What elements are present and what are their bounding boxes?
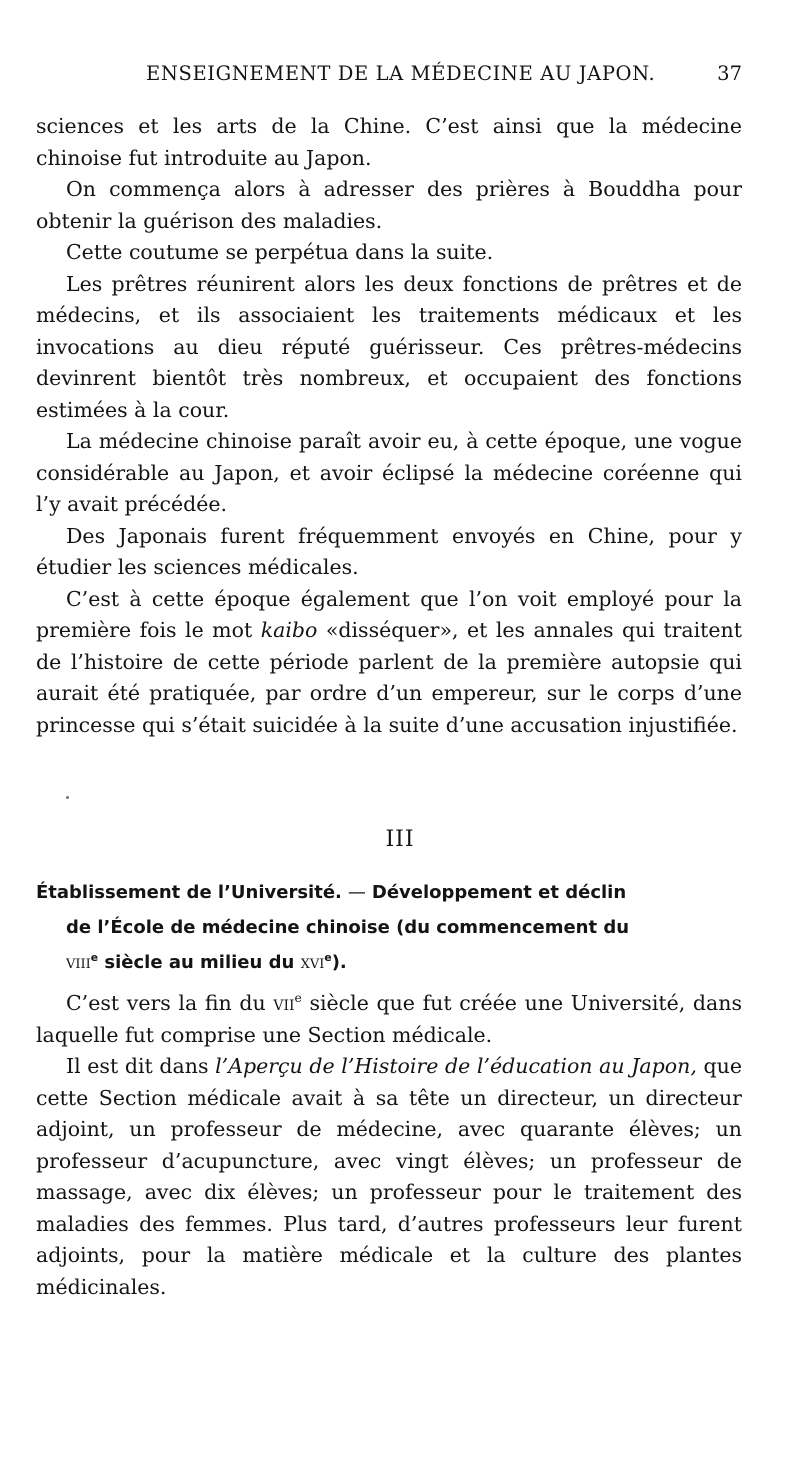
paragraph: On commença alors à adresser des prières à Bouddha pour obtenir la guérison des maladies. [36,177,742,233]
paragraph: Cette coutume se perpétua dans la suite. [66,240,494,264]
section-2-body [36,988,742,1303]
heading-text: ). [331,952,347,973]
superscript: e [294,991,302,1006]
book-title: l’Aperçu de l’Histoire de l’éducation au Japon, [215,1054,697,1078]
section-heading-line [36,945,742,980]
century-numeral: viii [66,952,91,973]
running-title: ENSEIGNEMENT DE LA MÉDECINE AU JAPON. [146,62,656,85]
section-1-body [36,111,742,741]
paragraph: Des Japonais furent fréquemment envoyés en Chine, pour y étudier les sciences médicales. [36,523,742,579]
century-numeral: xvi [300,952,325,973]
paragraph: Les prêtres réunirent alors les deux fonctions de prêtres et de médecins, et ils associaient les traitements médicaux et les invocations au dieu réputé guérisseur. Ces prêtres-médecins devinrent bientôt très nombreux, et occupaient des fonctions estimées à la cour. [36,271,742,422]
paragraph-text: C’est à cette époque également que l’on voit employé pour la première fois le mot [36,586,742,642]
superscript: e [90,951,99,964]
paragraph [36,584,742,742]
page-number: 37 [717,62,742,85]
paragraph: La médecine chinoise paraît avoir eu, à cette époque, une vogue considérable au Japon, et avoir éclipsé la médecine coréenne qui l’y avait précédée. [36,429,742,516]
running-head [36,62,742,92]
paragraph-text: siècle que fut créée une Université, dans laquelle fut comprise une Section médicale. [36,991,742,1047]
heading-dash: — [347,882,366,903]
italic-term: kaibo [260,618,318,642]
section-heading-line [36,875,742,910]
section-heading-line: de l’École de médecine chinoise (du commencement du [66,917,630,938]
paragraph-text: Il est dit dans [66,1054,209,1078]
paragraph [36,988,742,1051]
paragraph-text: «disséquer», et les annales qui traitent de l’histoire de cette période parlent de la première autopsie qui aurait été pratiquée, par ordre d’un empereur, sur le corps d’une princesse qui s’était suicidée à la suite d’une accusation injustifiée. [36,618,742,737]
print-speck [66,796,69,799]
heading-text: siècle au milieu du [104,952,295,973]
superscript: e [324,951,332,964]
section-heading [36,875,742,980]
heading-text: Établissement de l’Université. [36,882,342,903]
section-number: III [385,827,415,852]
heading-text: Développement et déclin [371,882,627,903]
paragraph-text: C’est vers la fin du [66,991,266,1015]
paragraph: sciences et les arts de la Chine. C’est ainsi que la médecine chinoise fut introduite au Japon. [36,114,742,170]
paragraph [36,1051,742,1303]
century-numeral: vii [273,991,295,1015]
paragraph-text: que cette Section médicale avait à sa tête un directeur, un directeur adjoint, un professeur de médecine, avec quarante élèves; un professeur d’acupuncture, avec vingt élèves; un professeur de massage, avec dix élèves; un professeur pour le traitement des maladies des femmes. Plus tard, d’autres professeurs leur furent adjoints, pour la matière médicale et la culture des plantes médicinales. [36,1054,742,1299]
